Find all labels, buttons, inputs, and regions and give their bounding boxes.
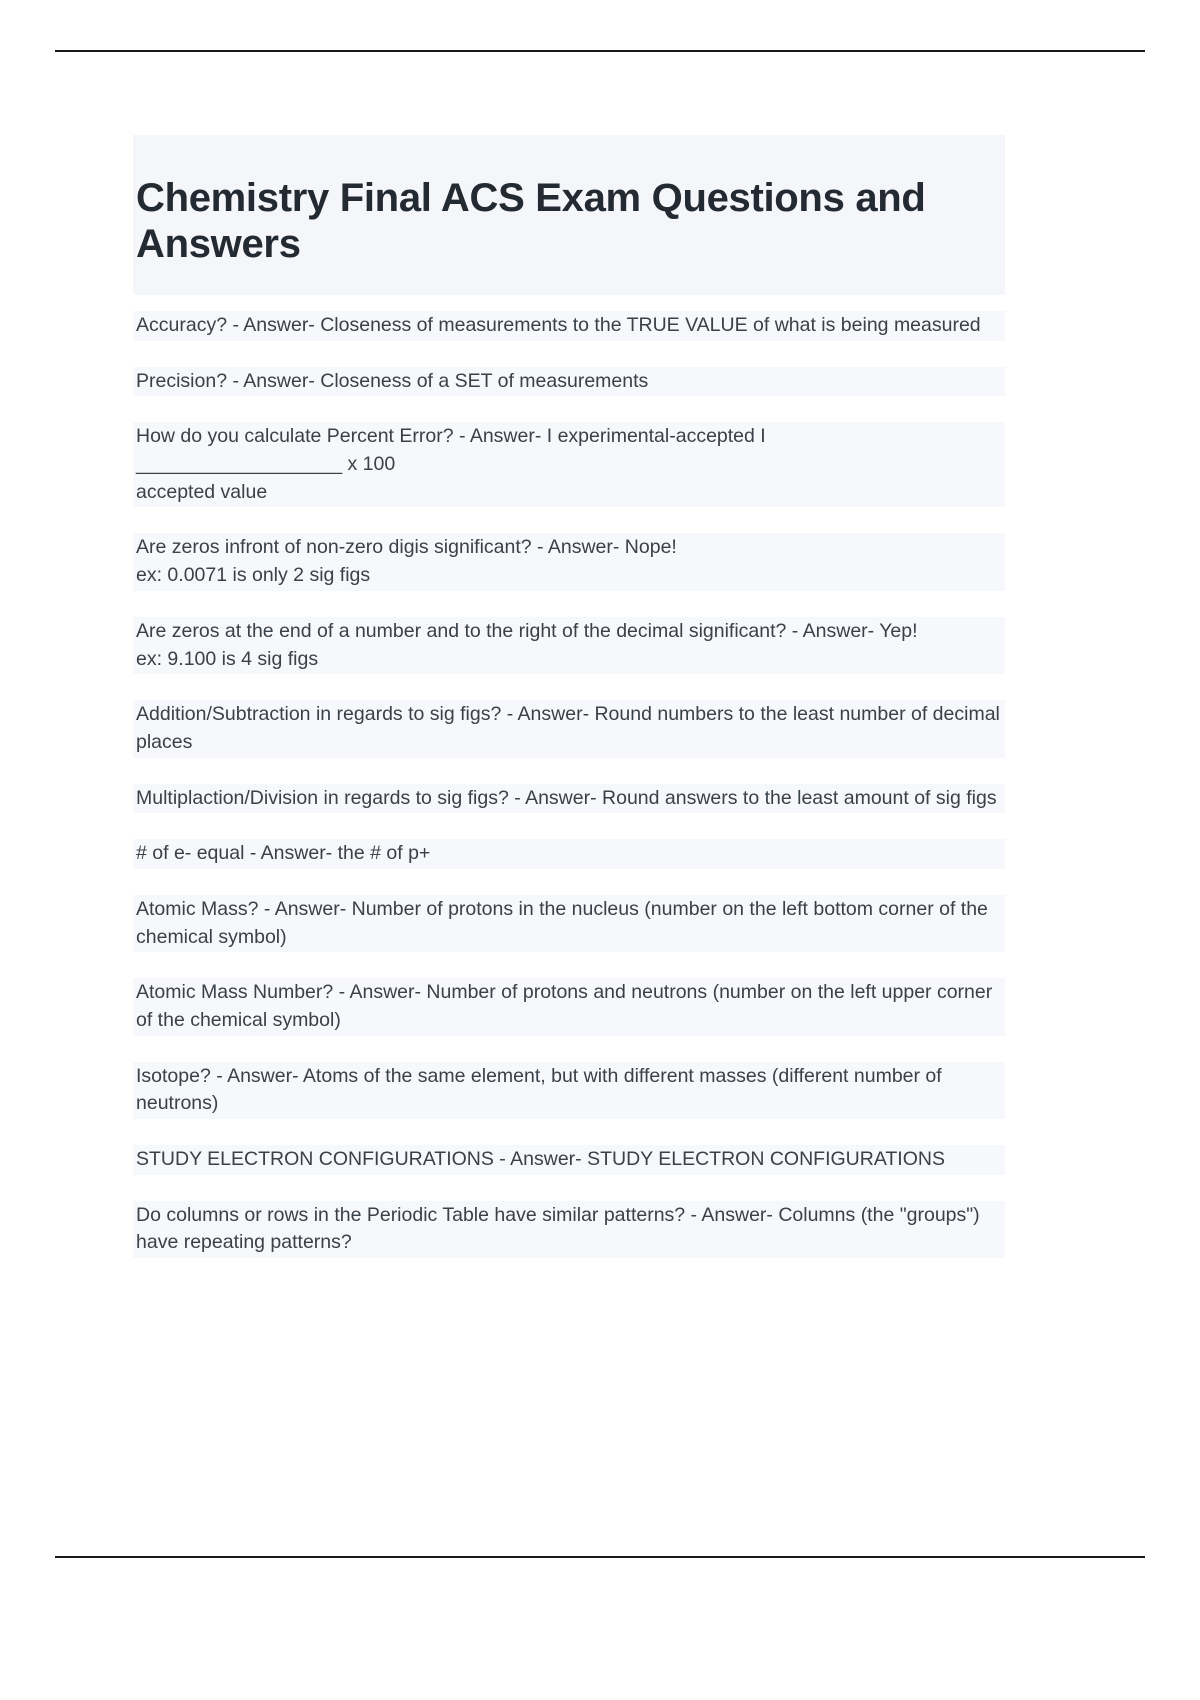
qa-item [133, 1201, 1005, 1258]
qa-item [133, 784, 1005, 814]
qa-line: # of e- equal - Answer- the # of p+ [136, 842, 431, 865]
qa-line: Accuracy? - Answer- Closeness of measurements to the TRUE VALUE of what is being measured [136, 314, 981, 336]
qa-line: accepted value [136, 480, 268, 503]
qa-line: Are zeros at the end of a number and to the right of the decimal significant? - Answer- Yep! [136, 619, 918, 642]
document-content [133, 135, 1005, 1284]
qa-line: Isotope? - Answer- Atoms of the same element, but with different masses (different number of neutrons) [136, 1064, 942, 1115]
qa-list [133, 295, 1005, 1258]
qa-line: Precision? - Answer- Closeness of a SET of measurements [136, 369, 649, 392]
qa-line: Atomic Mass? - Answer- Number of protons in the nucleus (number on the left bottom corner of the chemical symbol) [136, 897, 988, 948]
qa-item [133, 422, 1005, 507]
qa-line: ex: 9.100 is 4 sig figs [136, 647, 319, 670]
qa-item [133, 839, 1005, 869]
qa-item [133, 367, 1005, 397]
qa-line: Multiplaction/Division in regards to sig figs? - Answer- Round answers to the least amount of sig figs [136, 786, 997, 809]
page-title: Chemistry Final ACS Exam Questions and Answers [136, 176, 926, 266]
qa-line: STUDY ELECTRON CONFIGURATIONS - Answer- STUDY ELECTRON CONFIGURATIONS [136, 1148, 945, 1171]
footer-divider [55, 1556, 1145, 1558]
qa-line: Addition/Subtraction in regards to sig figs? - Answer- Round numbers to the least number of decimal places [136, 703, 1000, 753]
qa-line: ex: 0.0071 is only 2 sig figs [136, 564, 371, 587]
qa-line: Atomic Mass Number? - Answer- Number of protons and neutrons (number on the left upper corner of the chemical symbol) [136, 981, 993, 1031]
qa-item [133, 1145, 1005, 1175]
qa-item [133, 311, 1005, 341]
qa-item [133, 978, 1005, 1035]
qa-item [133, 617, 1005, 674]
qa-item [133, 895, 1005, 952]
qa-line: ___________________ x 100 [136, 453, 396, 476]
qa-item [133, 700, 1005, 757]
qa-item [133, 533, 1005, 590]
qa-line: How do you calculate Percent Error? - Answer- I experimental-accepted I [136, 425, 766, 448]
qa-item [133, 1062, 1005, 1119]
qa-line: Do columns or rows in the Periodic Table have similar patterns? - Answer- Columns (the "groups") have repeating patterns? [136, 1203, 980, 1254]
title-block [133, 135, 1005, 295]
header-divider [55, 50, 1145, 52]
qa-line: Are zeros infront of non-zero digis significant? - Answer- Nope! [136, 536, 677, 559]
